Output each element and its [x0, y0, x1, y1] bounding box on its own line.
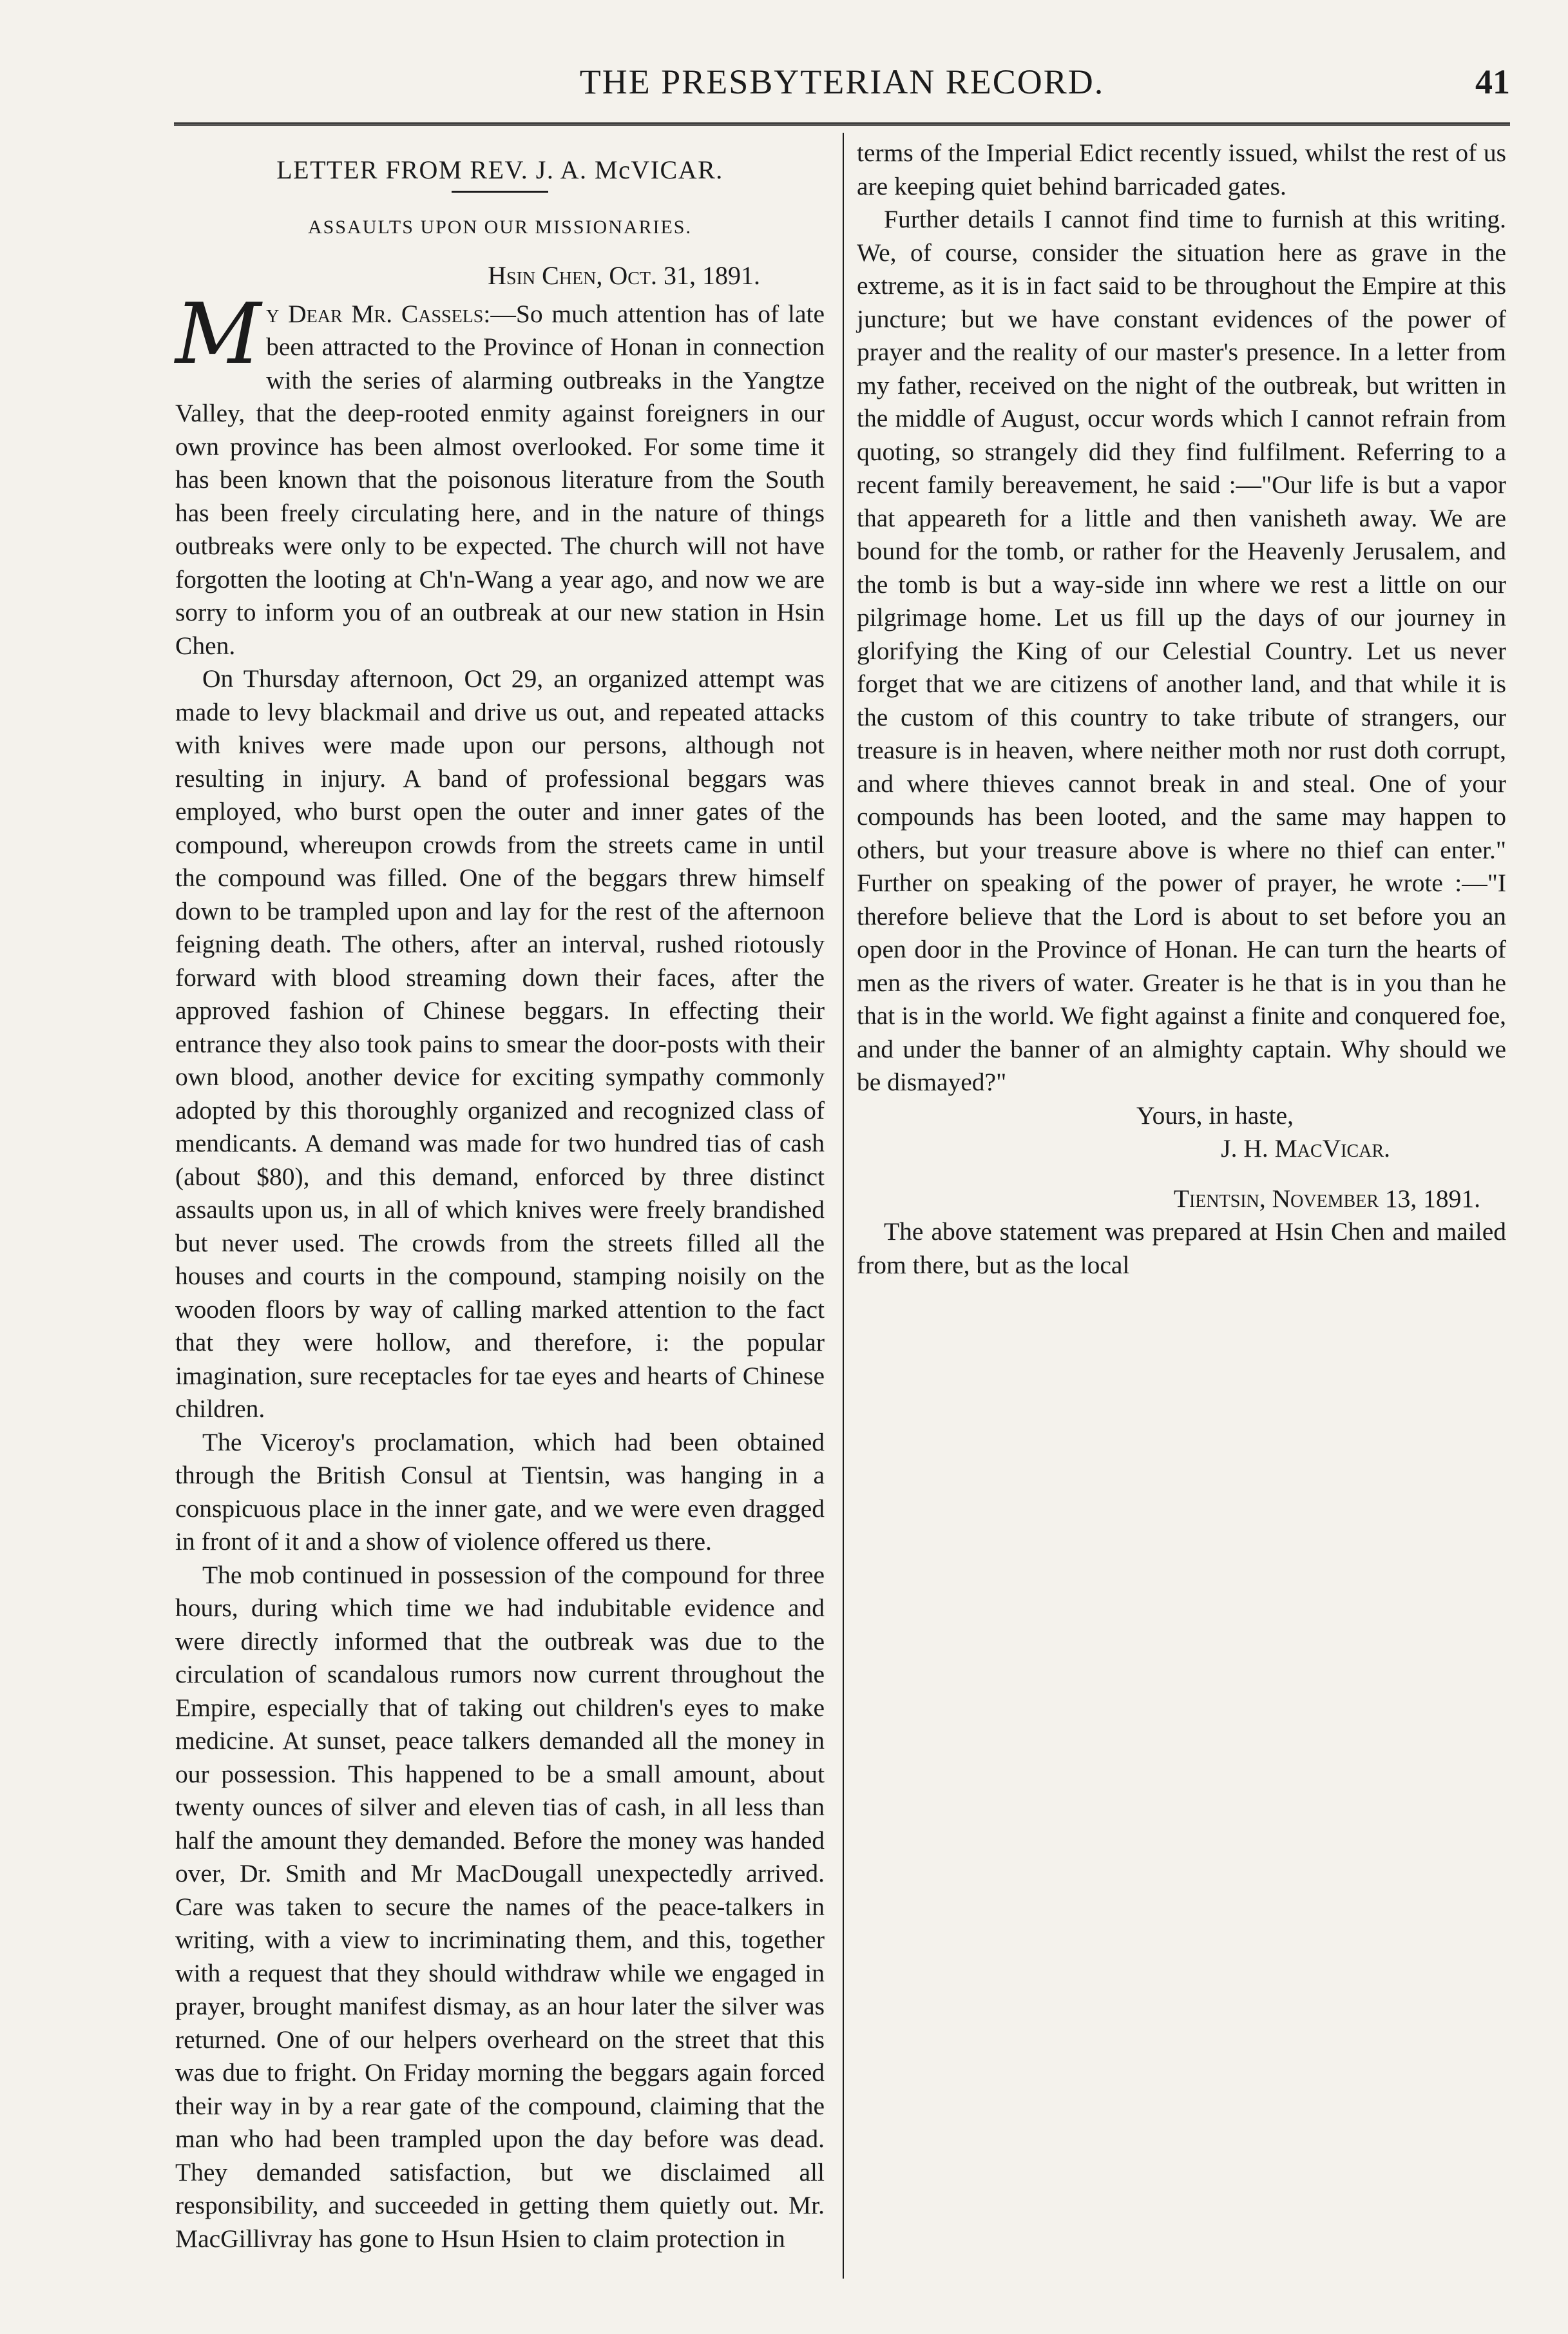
article-subheading: ASSAULTS UPON OUR MISSIONARIES. [308, 216, 692, 238]
running-title: THE PRESBYTERIAN RECORD. [579, 63, 1105, 101]
paragraph-1 [175, 284, 825, 663]
paragraph-3: The Viceroy's proclamation, which had been obtained through the British Consul at Tientsin, was hanging in a conspicuous place in the inner gate, and we were even dragged in front of it and a show of violence offered us there. [175, 1427, 825, 1556]
signature: J. H. MacVicar. [1221, 1134, 1390, 1162]
paragraph-1-text: :—So much attention has of late been attracted to the Province of Honan in connection with the series of alarming outbreaks in the Yangtze Valley, that the deep-rooted enmity against foreigners in our own province has been almost overlooked. For some time it has been known that the poisonous literature from the South has been freely circulating here, and in the nature of things outbreaks were only to be expected. The church will not have forgotten the looting at Ch'n-Wang a year ago, and now we are sorry to inform you of an outbreak at our new station in Hsin Chen. [175, 299, 825, 660]
right-column [857, 137, 1506, 1282]
running-head [174, 62, 1510, 107]
article-title: LETTER FROM REV. J. A. McVICAR. [276, 155, 723, 184]
dateline: Hsin Chen, Oct. 31, 1891. [488, 261, 760, 290]
page-number: 41 [1475, 63, 1510, 101]
paragraph-2: On Thursday afternoon, Oct 29, an organized attempt was made to levy blackmail and drive us out, and repeated attacks with knives were made upon our persons, although not resulting in injury. A band of professional beggars was employed, who burst open the outer and inner gates of the compound, whereupon crowds from the streets came in until the compound was filled. One of the beggars threw himself down to be trampled upon and lay for the rest of the afternoon feigning death. The others, after an interval, rushed riotously forward with blood streaming down their faces, after the approved fashion of Chinese beggars. In effecting their entrance they also took pains to smear the door-posts with their own blood, another device for exciting sympathy commonly adopted by this thoroughly organized and recognized class of mendicants. A demand was made for two hundred tias of cash (about $80), and this demand, enforced by three distinct assaults upon us, in all of which knives were freely brandished but never used. The crowds from the streets filled all the houses and courts in the compound, stamping noisily on the wooden floors by way of calling marked attention to the fact that they were hollow, and therefore, i: the popular imagination, sure receptacles for tae eyes and hearts of Chinese children. [175, 664, 825, 1423]
column-divider [843, 133, 844, 2279]
ornament-rule [452, 191, 548, 193]
drop-cap: M [175, 284, 262, 383]
paragraph-6: The above statement was prepared at Hsin Chen and mailed from there, but as the local [857, 1217, 1506, 1279]
tientsin-date: Tientsin, November 13, 1891. [1173, 1184, 1480, 1213]
left-column [175, 137, 825, 2255]
paragraph-4-continued: terms of the Imperial Edict recently issued, whilst the rest of us are keeping quiet behind barricaded gates. [857, 139, 1506, 200]
signoff: Yours, in haste, [1136, 1101, 1294, 1130]
paragraph-4: The mob continued in possession of the compound for three hours, during which time we had indubitable evidence and were directly informed that the outbreak was due to the circulation of scandalous rumors now current throughout the Empire, especially that of taking out children's eyes to make medicine. At sunset, peace talkers demanded all the money in our possession. This happened to be a small amount, about twenty ounces of silver and eleven tias of cash, in all less than half the amount they demanded. Before the money was handed over, Dr. Smith and Mr MacDougall unexpectedly arrived. Care was taken to secure the names of the peace-talkers in writing, with a view to incriminating them, and this, together with a request that they should withdraw while we engaged in prayer, brought manifest dismay, as an hour later the silver was returned. One of our helpers overheard on the street that this was due to fright. On Friday morning the beggars again forced their way in by a rear gate of the compound, claiming that the man who had been trampled upon the day before was dead. They demanded satisfaction, but we disclaimed all responsibility, and succeeded in getting them quietly out. Mr. MacGillivray has gone to Hsun Hsien to claim protection in [175, 1560, 825, 2253]
header-rule [174, 122, 1510, 128]
salutation: y Dear Mr. Cassels [266, 299, 484, 328]
paragraph-5: Further details I cannot find time to furnish at this writing. We, of course, consider the situation here as grave in the extreme, as it is in fact said to be throughout the Empire at this juncture; but we have constant evidences of the power of prayer and the reality of our master's presence. In a letter from my father, received on the night of the outbreak, but written in the middle of August, occur words which I cannot refrain from quoting, so strangely did they find fulfilment. Referring to a recent family bereavement, he said :—"Our life is but a vapor that appeareth for a little and then vanisheth away. We are bound for the tomb, or rather for the Heavenly Jerusalem, and the tomb is but a way-side inn where we rest a little on our pilgrimage home. Let us fill up the days of our journey in glorifying the King of our Celestial Country. Let us never forget that we are citizens of another land, and that while it is the custom of this country to take tribute of strangers, our treasure is in heaven, where neither moth nor rust doth corrupt, and where thieves cannot break in and steal. One of your compounds has been looted, and the same may happen to others, but your treasure above is where no thief can enter." Further on speaking of the power of prayer, he wrote :—"I therefore believe that the Lord is about to set before you an open door in the Province of Honan. He can turn the hearts of men as the rivers of water. Greater is he that is in you than he that is in the world. We fight against a finite and conquered foe, and under the banner of an almighty captain. Why should we be dismayed?" [857, 205, 1506, 1096]
